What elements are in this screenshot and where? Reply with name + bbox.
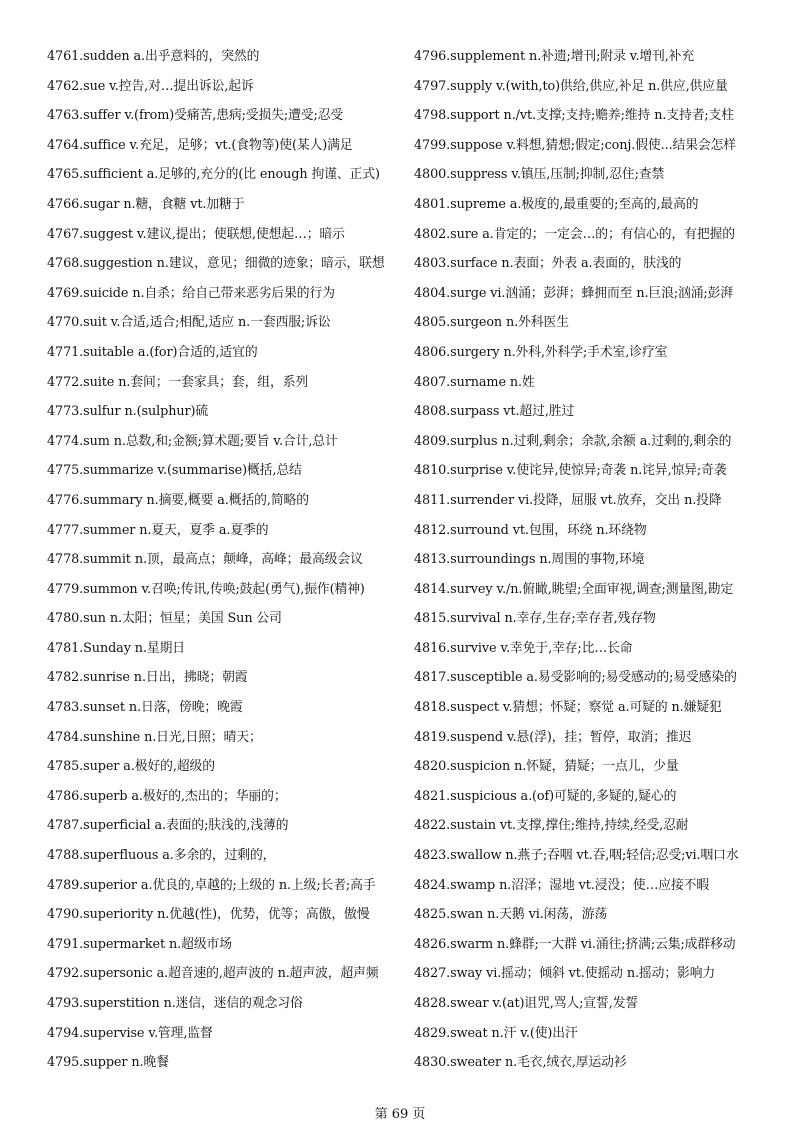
entry: 4766.sugar n.糖，食糖 vt.加糖于 bbox=[47, 196, 245, 212]
entry: 4814.survey v./n.俯瞰,眺望;全面审视,调查;测量图,勘定 bbox=[414, 581, 734, 597]
entry: 4777.summer n.夏天，夏季 a.夏季的 bbox=[47, 522, 269, 538]
entry: 4826.swarm n.蜂群;一大群 vi.涌往;挤满;云集;成群移动 bbox=[414, 936, 736, 952]
entry: 4796.supplement n.补遗;增刊;附录 v.增刊,补充 bbox=[414, 49, 695, 64]
entry: 4821.suspicious a.(of)可疑的,多疑的,疑心的 bbox=[414, 788, 677, 804]
entry: 4793.superstition n.迷信，迷信的观念习俗 bbox=[47, 996, 303, 1011]
left-column bbox=[47, 42, 407, 1078]
entry: 4783.sunset n.日落，傍晚；晚霞 bbox=[47, 700, 243, 716]
entry: 4829.sweat n.汗 v.(使)出汗 bbox=[414, 1025, 578, 1041]
right-column bbox=[414, 42, 774, 1078]
entry: 4813.surroundings n.周围的事物,环境 bbox=[414, 552, 645, 568]
entry: 4782.sunrise n.日出，拂晓；朝霞 bbox=[47, 670, 248, 686]
entry: 4763.suffer v.(from)受痛苦,患病;受损失;遭受;忍受 bbox=[47, 108, 344, 124]
entry: 4828.swear v.(at)诅咒,骂人;宣誓,发誓 bbox=[414, 996, 639, 1011]
entry: 4765.sufficient a.足够的,充分的(比 enough 拘谨、正式) bbox=[47, 167, 380, 183]
entry: 4819.suspend v.悬(浮)，挂；暂停，取消；推迟 bbox=[414, 729, 692, 745]
entry: 4786.superb a.极好的,杰出的；华丽的； bbox=[47, 788, 287, 804]
entry: 4780.sun n.太阳；恒星；美国 Sun 公司 bbox=[47, 611, 282, 627]
entry: 4789.superior a.优良的,卓越的;上级的 n.上级;长者;高手 bbox=[47, 877, 376, 893]
entry: 4827.sway vi.摇动；倾斜 vt.使摇动 n.摇动；影响力 bbox=[414, 966, 716, 982]
entry: 4797.supply v.(with,to)供给,供应,补足 n.供应,供应量 bbox=[414, 78, 728, 94]
entry: 4773.sulfur n.(sulphur)硫 bbox=[47, 404, 209, 420]
entry: 4785.super a.极好的,超级的 bbox=[47, 759, 215, 775]
entry: 4824.swamp n.沼泽；湿地 vt.浸没；使…应接不暇 bbox=[414, 877, 710, 893]
entry: 4775.summarize v.(summarise)概括,总结 bbox=[47, 463, 302, 479]
entry: 4816.survive v.幸免于,幸存;比…长命 bbox=[414, 640, 633, 656]
entry: 4764.suffice v.充足，足够；vt.(食物等)使(某人)满足 bbox=[47, 137, 353, 153]
entry: 4788.superfluous a.多余的，过剩的， bbox=[47, 848, 276, 864]
entry: 4801.supreme a.极度的,最重要的;至高的,最高的 bbox=[414, 196, 699, 212]
entry: 4815.survival n.幸存,生存;幸存者,残存物 bbox=[414, 611, 656, 627]
entry: 4794.supervise v.管理,监督 bbox=[47, 1025, 213, 1041]
entry: 4825.swan n.天鹅 vi.闲荡，游荡 bbox=[414, 907, 608, 923]
entry: 4784.sunshine n.日光,日照；晴天； bbox=[47, 729, 262, 745]
entry: 4820.suspicion n.怀疑，猜疑；一点儿，少量 bbox=[414, 759, 679, 775]
entry: 4772.suite n.套间；一套家具；套，组，系列 bbox=[47, 374, 309, 390]
entry: 4798.support n./vt.支撑;支持;赡养;维持 n.支持者;支柱 bbox=[414, 108, 735, 124]
entry: 4807.surname n.姓 bbox=[414, 374, 535, 390]
entry: 4767.suggest v.建议,提出；使联想,使想起…；暗示 bbox=[47, 226, 345, 242]
entry: 4806.surgery n.外科,外科学;手术室,诊疗室 bbox=[414, 344, 668, 360]
entry: 4823.swallow n.燕子;吞咽 vt.吞,咽;轻信;忍受;vi.咽口水 bbox=[414, 848, 739, 864]
entry: 4787.superficial a.表面的;肤浅的,浅薄的 bbox=[47, 818, 289, 834]
entry: 4791.supermarket n.超级市场 bbox=[47, 936, 232, 952]
entry: 4771.suitable a.(for)合适的,适宜的 bbox=[47, 344, 258, 360]
entry: 4817.susceptible a.易受影响的;易受感动的;易受感染的 bbox=[414, 670, 737, 686]
entry: 4805.surgeon n.外科医生 bbox=[414, 315, 569, 331]
entry: 4792.supersonic a.超音速的,超声波的 n.超声波，超声频 bbox=[47, 966, 379, 982]
entry: 4804.surge vi.汹涌；彭湃；蜂拥而至 n.巨浪;汹涌;彭湃 bbox=[414, 285, 734, 301]
entry: 4800.suppress v.镇压,压制;抑制,忍住;查禁 bbox=[414, 167, 665, 183]
entry: 4795.supper n.晚餐 bbox=[47, 1055, 169, 1071]
page-number: 第 69 页 bbox=[374, 1107, 426, 1122]
entry: 4790.superiority n.优越(性)，优势，优等；高傲，傲慢 bbox=[47, 907, 370, 923]
entry: 4830.sweater n.毛衣,绒衣,厚运动衫 bbox=[414, 1055, 627, 1071]
entry: 4768.suggestion n.建议，意见；细微的迹象；暗示，联想 bbox=[47, 256, 385, 272]
entry: 4808.surpass vt.超过,胜过 bbox=[414, 404, 575, 420]
entry: 4776.summary n.摘要,概要 a.概括的,简略的 bbox=[47, 492, 309, 508]
entry: 4779.summon v.召唤;传讯,传唤;鼓起(勇气),振作(精神) bbox=[47, 581, 365, 597]
entry: 4802.sure a.肯定的；一定会…的；有信心的，有把握的 bbox=[414, 226, 735, 242]
entry: 4781.Sunday n.星期日 bbox=[47, 640, 186, 656]
entry: 4761.sudden a.出乎意料的，突然的 bbox=[47, 49, 260, 64]
entry: 4774.sum n.总数,和;金额;算术题;要旨 v.合计,总计 bbox=[47, 433, 338, 449]
entry: 4809.surplus n.过剩,剩余；余款,余额 a.过剩的,剩余的 bbox=[414, 433, 732, 449]
entry: 4818.suspect v.猜想；怀疑；察觉 a.可疑的 n.嫌疑犯 bbox=[414, 700, 722, 716]
entry: 4810.surprise v.使诧异,使惊异;奇袭 n.诧异,惊异;奇袭 bbox=[414, 463, 727, 479]
entry: 4822.sustain vt.支撑,撑住;维持,持续,经受,忍耐 bbox=[414, 818, 689, 834]
entry: 4762.sue v.控告,对…提出诉讼,起诉 bbox=[47, 78, 254, 94]
entry: 4778.summit n.顶，最高点；颠峰，高峰；最高级会议 bbox=[47, 552, 363, 568]
entry: 4769.suicide n.自杀；给自己带来恶劣后果的行为 bbox=[47, 285, 335, 301]
entry: 4770.suit v.合适,适合;相配,适应 n.一套西服;诉讼 bbox=[47, 315, 331, 331]
entry: 4803.surface n.表面；外表 a.表面的，肤浅的 bbox=[414, 256, 682, 272]
entry: 4811.surrender vi.投降，屈服 vt.放弃，交出 n.投降 bbox=[414, 492, 722, 508]
entry: 4799.suppose v.料想,猜想;假定;conj.假使...结果会怎样 bbox=[414, 137, 737, 153]
entry: 4812.surround vt.包围，环绕 n.环绕物 bbox=[414, 522, 647, 538]
